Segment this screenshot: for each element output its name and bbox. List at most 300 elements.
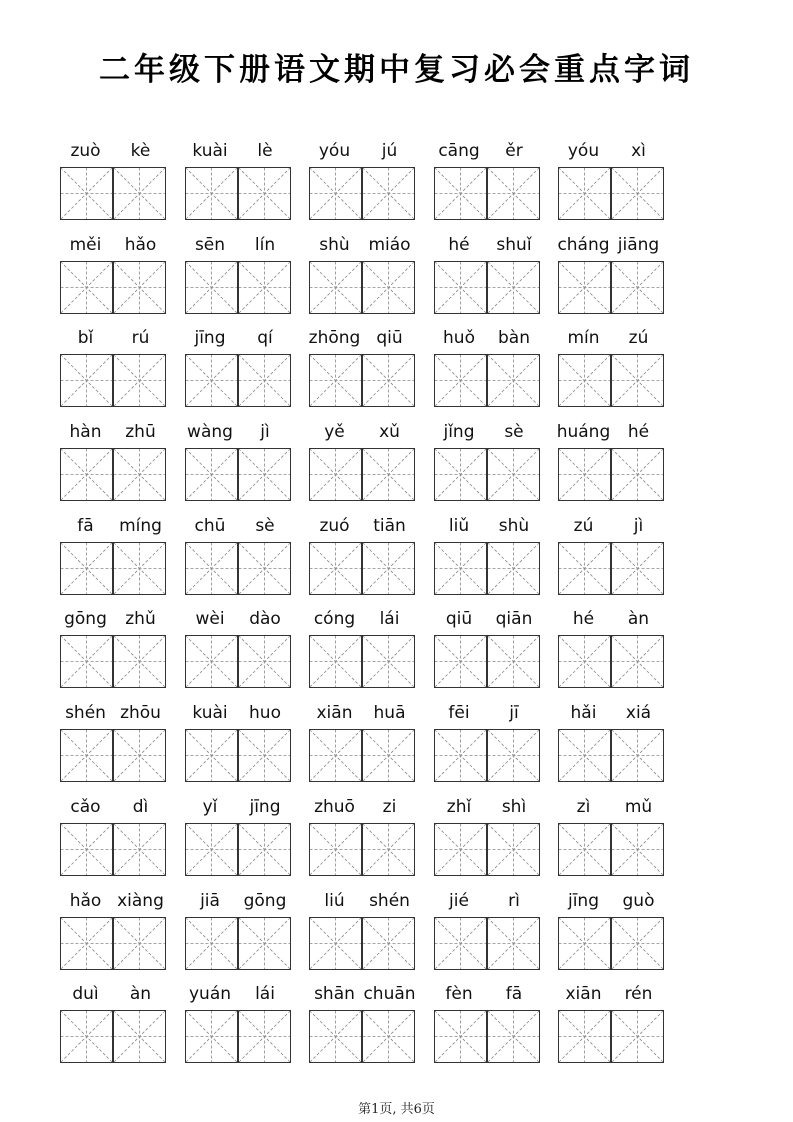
word-item	[183, 135, 308, 229]
writing-boxes	[558, 167, 664, 220]
pinyin-label	[432, 889, 542, 913]
tianzige-boxes[interactable]	[434, 261, 540, 314]
writing-boxes	[558, 1010, 664, 1063]
tianzige-boxes[interactable]	[185, 167, 291, 220]
pinyin-syllable: àn	[627, 609, 650, 630]
pinyin-syllable: shù	[319, 234, 350, 255]
pinyin-syllable: xǔ	[379, 422, 400, 443]
pinyin-syllable: zì	[576, 796, 591, 817]
pinyin-syllable: bàn	[498, 328, 530, 349]
pinyin-syllable: cǎo	[70, 796, 101, 817]
pinyin-syllable: wèi	[195, 609, 225, 630]
tianzige-boxes[interactable]	[558, 448, 664, 501]
word-row	[58, 229, 748, 323]
tianzige-boxes[interactable]	[558, 542, 664, 595]
tianzige-boxes[interactable]	[60, 729, 166, 782]
pinyin-syllable: xiàng	[117, 890, 164, 911]
word-item	[183, 322, 308, 416]
pinyin-syllable: jì	[260, 422, 270, 443]
pinyin-syllable: gōng	[64, 609, 107, 630]
writing-boxes	[60, 1010, 166, 1063]
pinyin-syllable: zhōng	[308, 328, 361, 349]
writing-boxes	[309, 448, 415, 501]
pinyin-syllable: jīng	[249, 796, 281, 817]
word-item	[556, 510, 681, 604]
pinyin-syllable: zhuō	[314, 796, 355, 817]
pinyin-syllable: yǐ	[202, 796, 218, 817]
pinyin-syllable: hàn	[69, 422, 102, 443]
pinyin-label	[556, 514, 666, 538]
pinyin-label	[556, 139, 666, 163]
pinyin-syllable: fā	[77, 515, 94, 536]
pinyin-syllable: zuó	[319, 515, 350, 536]
pinyin-label	[183, 326, 293, 350]
word-item	[58, 697, 183, 791]
pinyin-label	[432, 982, 542, 1006]
tianzige-boxes[interactable]	[309, 729, 415, 782]
pinyin-syllable: chū	[194, 515, 226, 536]
word-item	[432, 510, 557, 604]
pinyin-label	[556, 326, 666, 350]
pinyin-syllable: zi	[382, 796, 397, 817]
writing-boxes	[558, 823, 664, 876]
word-item	[183, 885, 308, 979]
writing-boxes	[185, 917, 291, 970]
word-item	[432, 135, 557, 229]
word-item	[307, 603, 432, 697]
writing-boxes	[60, 635, 166, 688]
pinyin-syllable: jì	[633, 515, 644, 536]
pinyin-label	[556, 420, 666, 444]
pinyin-label	[58, 607, 168, 631]
word-item	[307, 135, 432, 229]
pinyin-syllable: jīng	[567, 890, 599, 911]
pinyin-syllable: zhǔ	[125, 609, 156, 630]
pinyin-label	[307, 607, 417, 631]
word-item	[58, 885, 183, 979]
pinyin-syllable: jī	[509, 703, 519, 724]
pinyin-label	[183, 889, 293, 913]
tianzige-boxes[interactable]	[434, 354, 540, 407]
word-item	[432, 885, 557, 979]
pinyin-syllable: àn	[129, 984, 152, 1005]
tianzige-boxes[interactable]	[558, 917, 664, 970]
word-item	[307, 697, 432, 791]
pinyin-syllable: shén	[369, 890, 410, 911]
pinyin-label	[58, 326, 168, 350]
pinyin-syllable: lín	[254, 234, 276, 255]
word-item	[183, 603, 308, 697]
writing-boxes	[185, 167, 291, 220]
word-row	[58, 885, 748, 979]
pinyin-label	[556, 795, 666, 819]
writing-boxes	[60, 448, 166, 501]
tianzige-boxes[interactable]	[309, 917, 415, 970]
pinyin-syllable: lè	[257, 141, 273, 161]
word-row	[58, 510, 748, 604]
pinyin-syllable: hǎo	[124, 234, 157, 255]
word-item	[307, 510, 432, 604]
tianzige-boxes[interactable]	[434, 823, 540, 876]
pinyin-syllable: hé	[572, 609, 595, 630]
pinyin-label	[307, 326, 417, 350]
pinyin-syllable: shì	[501, 796, 527, 817]
pinyin-syllable: kè	[130, 141, 151, 161]
word-item	[58, 135, 183, 229]
writing-boxes	[309, 635, 415, 688]
writing-boxes	[185, 823, 291, 876]
pinyin-syllable: dì	[132, 796, 149, 817]
writing-boxes	[558, 542, 664, 595]
tianzige-boxes[interactable]	[309, 167, 415, 220]
writing-boxes	[60, 823, 166, 876]
tianzige-boxes[interactable]	[185, 354, 291, 407]
word-item	[556, 885, 681, 979]
pinyin-label	[432, 795, 542, 819]
pinyin-syllable: jiā	[200, 890, 220, 911]
pinyin-label	[58, 139, 168, 163]
pinyin-syllable: duì	[72, 984, 99, 1005]
page-footer: 第1页, 共6页	[358, 1102, 435, 1117]
pinyin-label	[58, 982, 168, 1006]
pinyin-syllable: hǎo	[69, 890, 102, 911]
tianzige-boxes[interactable]	[60, 167, 166, 220]
writing-boxes	[60, 917, 166, 970]
writing-boxes	[185, 448, 291, 501]
pinyin-label	[183, 795, 293, 819]
writing-boxes	[434, 917, 540, 970]
pinyin-syllable: hé	[627, 422, 650, 443]
pinyin-syllable: shān	[314, 984, 355, 1005]
pinyin-syllable: yóu	[318, 141, 351, 161]
pinyin-syllable: hǎi	[570, 703, 597, 724]
pinyin-label	[307, 889, 417, 913]
pinyin-label	[432, 420, 542, 444]
tianzige-boxes[interactable]	[309, 635, 415, 688]
tianzige-boxes[interactable]	[434, 635, 540, 688]
word-item	[307, 322, 432, 416]
pinyin-label	[556, 233, 666, 257]
writing-boxes	[185, 1010, 291, 1063]
word-item	[307, 229, 432, 323]
pinyin-label	[307, 514, 417, 538]
word-row	[58, 697, 748, 791]
pinyin-syllable: zuò	[70, 141, 101, 161]
writing-boxes	[434, 167, 540, 220]
pinyin-syllable: měi	[69, 234, 102, 255]
pinyin-syllable: shén	[65, 703, 106, 724]
tianzige-boxes[interactable]	[558, 729, 664, 782]
pinyin-syllable: míng	[119, 515, 162, 536]
word-item	[58, 791, 183, 885]
pinyin-label	[432, 514, 542, 538]
pinyin-syllable: liú	[324, 890, 345, 911]
word-item	[307, 416, 432, 510]
writing-boxes	[309, 542, 415, 595]
pinyin-syllable: qiān	[495, 609, 533, 630]
pinyin-syllable: huā	[373, 703, 406, 724]
pinyin-syllable: wàng	[187, 422, 233, 443]
word-item	[556, 135, 681, 229]
pinyin-syllable: mín	[567, 328, 600, 349]
pinyin-syllable: fā	[505, 984, 523, 1005]
pinyin-label	[307, 420, 417, 444]
writing-boxes	[434, 823, 540, 876]
tianzige-boxes[interactable]	[309, 1010, 415, 1063]
word-item	[556, 603, 681, 697]
tianzige-boxes[interactable]	[434, 448, 540, 501]
writing-boxes	[434, 261, 540, 314]
pinyin-syllable: xiān	[565, 984, 602, 1005]
pinyin-syllable: zú	[628, 328, 649, 349]
writing-boxes	[309, 354, 415, 407]
tianzige-boxes[interactable]	[434, 917, 540, 970]
writing-boxes	[60, 542, 166, 595]
pinyin-syllable: guò	[622, 890, 655, 911]
pinyin-label	[58, 514, 168, 538]
word-item	[58, 978, 183, 1072]
pinyin-syllable: rú	[131, 328, 150, 349]
pinyin-syllable: qí	[257, 328, 273, 349]
pinyin-syllable: fèn	[445, 984, 473, 1005]
pinyin-syllable: zú	[573, 515, 594, 536]
pinyin-syllable: huo	[249, 703, 281, 724]
writing-boxes	[309, 917, 415, 970]
pinyin-syllable: huáng	[556, 422, 611, 443]
word-item	[183, 510, 308, 604]
pinyin-syllable: bǐ	[77, 328, 94, 349]
pinyin-syllable: rì	[508, 890, 520, 911]
pinyin-label	[556, 982, 666, 1006]
tianzige-boxes[interactable]	[60, 448, 166, 501]
pinyin-syllable: liǔ	[448, 515, 470, 536]
tianzige-boxes[interactable]	[558, 354, 664, 407]
pinyin-label	[58, 233, 168, 257]
pinyin-syllable: yuán	[188, 984, 232, 1005]
writing-boxes	[558, 729, 664, 782]
writing-boxes	[558, 448, 664, 501]
word-item	[432, 603, 557, 697]
writing-boxes	[309, 823, 415, 876]
pinyin-label	[432, 701, 542, 725]
word-row	[58, 322, 748, 416]
pinyin-label	[432, 233, 542, 257]
tianzige-boxes[interactable]	[309, 542, 415, 595]
pinyin-label	[556, 701, 666, 725]
word-item	[183, 229, 308, 323]
word-item	[556, 322, 681, 416]
writing-boxes	[60, 729, 166, 782]
page-title: 二年级下册语文期中复习必会重点字词	[99, 52, 694, 88]
word-item	[432, 229, 557, 323]
pinyin-syllable: hé	[448, 234, 470, 255]
pinyin-syllable: sēn	[194, 234, 226, 255]
pinyin-syllable: shù	[498, 515, 530, 536]
pinyin-syllable: jǐng	[443, 422, 475, 443]
tianzige-boxes[interactable]	[558, 261, 664, 314]
tianzige-boxes[interactable]	[185, 823, 291, 876]
writing-boxes	[60, 261, 166, 314]
writing-boxes	[558, 635, 664, 688]
tianzige-boxes[interactable]	[309, 448, 415, 501]
pinyin-label	[183, 233, 293, 257]
pinyin-label	[307, 233, 417, 257]
tianzige-boxes[interactable]	[309, 823, 415, 876]
pinyin-syllable: sè	[255, 515, 275, 536]
tianzige-boxes[interactable]	[185, 448, 291, 501]
pinyin-label	[183, 607, 293, 631]
word-item	[58, 229, 183, 323]
pinyin-syllable: ěr	[505, 141, 523, 161]
pinyin-syllable: jīng	[194, 328, 226, 349]
tianzige-boxes[interactable]	[434, 1010, 540, 1063]
tianzige-boxes[interactable]	[309, 261, 415, 314]
pinyin-syllable: lái	[379, 609, 400, 630]
pinyin-label	[307, 982, 417, 1006]
writing-boxes	[434, 542, 540, 595]
word-item	[183, 416, 308, 510]
pinyin-syllable: shuǐ	[496, 234, 532, 255]
word-item	[556, 229, 681, 323]
word-item	[556, 978, 681, 1072]
pinyin-syllable: cāng	[438, 141, 480, 161]
pinyin-syllable: qiū	[445, 609, 473, 630]
word-row	[58, 603, 748, 697]
tianzige-boxes[interactable]	[60, 542, 166, 595]
pinyin-syllable: cóng	[313, 609, 356, 630]
pinyin-syllable: zhōu	[120, 703, 161, 724]
pinyin-syllable: cháng	[557, 234, 610, 255]
word-item	[432, 978, 557, 1072]
pinyin-label	[183, 420, 293, 444]
word-row	[58, 135, 748, 229]
word-item	[556, 791, 681, 885]
word-item	[307, 791, 432, 885]
writing-boxes	[434, 729, 540, 782]
pinyin-syllable: yóu	[567, 141, 600, 161]
writing-boxes	[309, 261, 415, 314]
writing-boxes	[185, 261, 291, 314]
tianzige-boxes[interactable]	[558, 1010, 664, 1063]
pinyin-syllable: zhū	[125, 422, 156, 443]
tianzige-boxes[interactable]	[309, 354, 415, 407]
word-row	[58, 416, 748, 510]
tianzige-boxes[interactable]	[434, 542, 540, 595]
word-item	[307, 885, 432, 979]
tianzige-boxes[interactable]	[60, 823, 166, 876]
writing-boxes	[60, 167, 166, 220]
writing-boxes	[185, 542, 291, 595]
word-item	[432, 791, 557, 885]
writing-boxes	[434, 1010, 540, 1063]
tianzige-boxes[interactable]	[558, 167, 664, 220]
tianzige-boxes[interactable]	[60, 1010, 166, 1063]
writing-boxes	[185, 635, 291, 688]
pinyin-label	[58, 795, 168, 819]
pinyin-label	[307, 795, 417, 819]
tianzige-boxes[interactable]	[185, 542, 291, 595]
tianzige-boxes[interactable]	[185, 729, 291, 782]
tianzige-boxes[interactable]	[185, 917, 291, 970]
word-item	[58, 416, 183, 510]
writing-boxes	[185, 729, 291, 782]
pinyin-syllable: kuài	[192, 141, 228, 161]
pinyin-label	[432, 139, 542, 163]
pinyin-syllable: xì	[631, 141, 646, 161]
pinyin-label	[58, 701, 168, 725]
tianzige-boxes[interactable]	[60, 354, 166, 407]
pinyin-label	[307, 139, 417, 163]
pinyin-syllable: jié	[449, 890, 469, 911]
tianzige-boxes[interactable]	[185, 261, 291, 314]
pinyin-syllable: jú	[381, 141, 398, 161]
tianzige-boxes[interactable]	[60, 635, 166, 688]
word-item	[183, 697, 308, 791]
word-row	[58, 791, 748, 885]
pinyin-syllable: miáo	[368, 234, 411, 255]
pinyin-label	[183, 139, 293, 163]
writing-boxes	[558, 917, 664, 970]
writing-boxes	[309, 167, 415, 220]
writing-boxes	[558, 261, 664, 314]
word-item	[432, 322, 557, 416]
pinyin-syllable: fēi	[448, 703, 470, 724]
tianzige-boxes[interactable]	[60, 917, 166, 970]
pinyin-syllable: sè	[504, 422, 524, 443]
tianzige-boxes[interactable]	[434, 729, 540, 782]
word-item	[58, 510, 183, 604]
pinyin-syllable: tiān	[373, 515, 406, 536]
pinyin-label	[183, 701, 293, 725]
pinyin-syllable: lái	[255, 984, 275, 1005]
word-item	[432, 416, 557, 510]
tianzige-boxes[interactable]	[185, 1010, 291, 1063]
pinyin-label	[183, 514, 293, 538]
tianzige-boxes[interactable]	[434, 167, 540, 220]
pinyin-syllable: gōng	[243, 890, 287, 911]
writing-boxes	[60, 354, 166, 407]
pinyin-syllable: chuān	[363, 984, 416, 1005]
word-item	[307, 978, 432, 1072]
pinyin-label	[307, 701, 417, 725]
word-item	[432, 697, 557, 791]
writing-boxes	[434, 354, 540, 407]
pinyin-label	[183, 982, 293, 1006]
word-item	[556, 697, 681, 791]
pinyin-syllable: xiān	[316, 703, 353, 724]
writing-boxes	[185, 354, 291, 407]
pinyin-syllable: xiá	[625, 703, 652, 724]
pinyin-label	[432, 326, 542, 350]
tianzige-boxes[interactable]	[60, 261, 166, 314]
writing-boxes	[434, 448, 540, 501]
writing-boxes	[309, 1010, 415, 1063]
pinyin-label	[432, 607, 542, 631]
pinyin-syllable: kuài	[192, 703, 228, 724]
word-item	[58, 603, 183, 697]
word-item	[183, 791, 308, 885]
writing-boxes	[558, 354, 664, 407]
tianzige-boxes[interactable]	[558, 635, 664, 688]
pinyin-syllable: zhǐ	[446, 796, 472, 817]
pinyin-syllable: huǒ	[443, 328, 475, 349]
word-item	[58, 322, 183, 416]
tianzige-boxes[interactable]	[185, 635, 291, 688]
pinyin-syllable: rén	[624, 984, 653, 1005]
pinyin-syllable: yě	[324, 422, 345, 443]
pinyin-label	[556, 607, 666, 631]
tianzige-boxes[interactable]	[558, 823, 664, 876]
